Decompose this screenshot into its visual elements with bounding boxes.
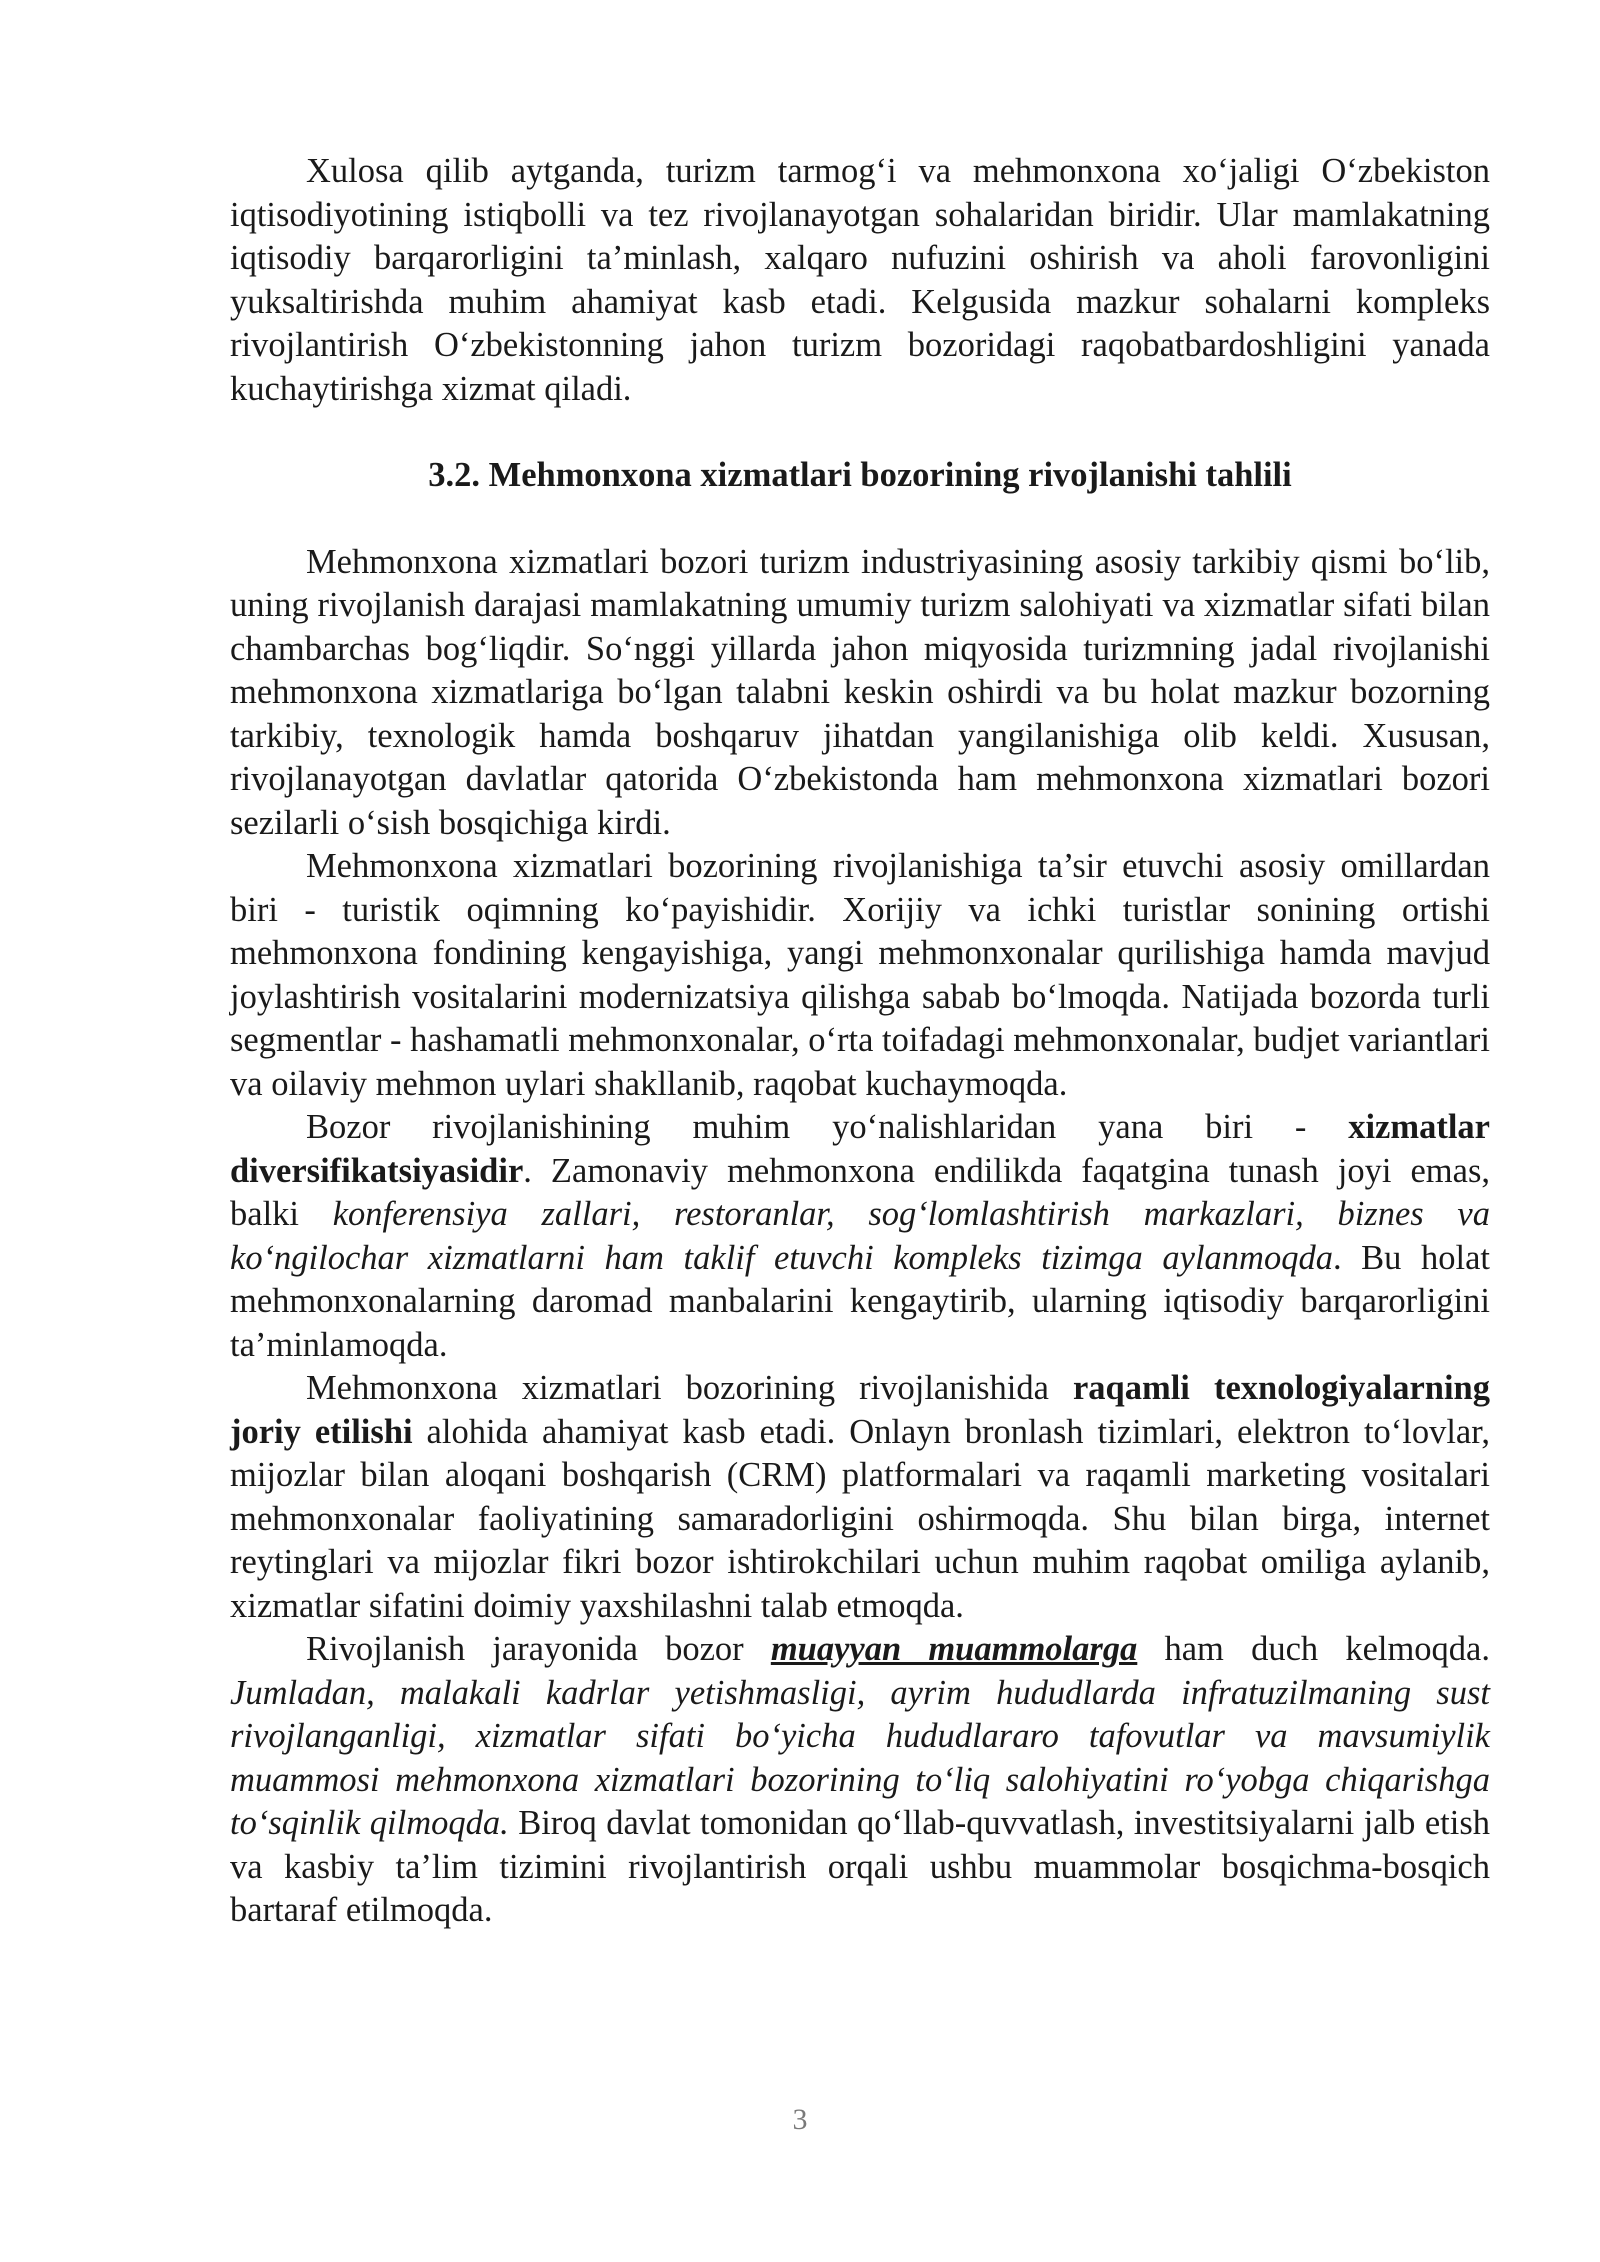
bold-italic-underlined-phrase: muayyan muammolarga (770, 1630, 1138, 1668)
paragraph-hotel-market-intro: Mehmonxona xizmatlari bozori turizm industriyasining asosiy tarkibiy qismi bo‘lib, uning rivojlanish darajasi mamlakatning umumiy turizm salohiyati va xizmatlar sifati bilan chambarchas bog‘liqdir. So‘nggi yillarda jahon miqyosida turizmning jadal rivojlanishi mehmonxona xizmatlariga bo‘lgan talabni keskin oshirdi va bu holat mazkur bozorning tarkibiy, texnologik hamda boshqaruv jihatdan yangilanishiga olib keldi. Xususan, rivojlanayotgan davlatlar qatorida O‘zbekistonda ham mehmonxona xizmatlari bozori sezilarli o‘sish bosqichiga kirdi. (230, 542, 1490, 842)
bold-phrase: raqamli texnologiyalarning joriy etilishi (230, 1369, 1490, 1451)
page-number: 3 (792, 2103, 808, 2136)
paragraph-text: Biroq davlat tomonidan qo‘llab-quvvatlash, investitsiyalarni jalb etish va kasbiy ta’lim tizimini rivojlantirish orqali ushbu muammolar bosqichma-bosqich bartaraf etilmoqda. (230, 1804, 1491, 1929)
paragraph-text: Mehmonxona xizmatlari bozorining rivojlanishida (306, 1369, 1073, 1407)
paragraph-text: . Zamonaviy mehmonxona endilikda faqatgina tunash joyi emas, balki (230, 1151, 1490, 1233)
italic-phrase: konferensiya zallari, restoranlar, sog‘lomlashtirish markazlari, biznes va ko‘ngilochar xizmatlarni ham taklif etuvchi kompleks tizimga aylanmoqda (230, 1195, 1490, 1277)
paragraph-conclusion: Xulosa qilib aytganda, turizm tarmog‘i va mehmonxona xo‘jaligi O‘zbekiston iqtisodiyotining istiqbolli va tez rivojlanayotgan sohalaridan biridir. Ular mamlakatning iqtisodiy barqarorligini ta’minlash, xalqaro nufuzini oshirish va aholi farovonligini yuksaltirishda muhim ahamiyat kasb etadi. Kelgusida mazkur sohalarni kompleks rivojlantirish O‘zbekistonning jahon turizm bozoridagi raqobatbardoshligini yanada kuchaytirishga xizmat qiladi. (230, 152, 1490, 408)
section-heading: 3.2. Mehmonxona xizmatlari bozorining rivojlanishi tahlili (428, 456, 1292, 494)
bold-phrase: xizmatlar diversifikatsiyasidir (230, 1108, 1490, 1190)
paragraph-digital-technologies (230, 1367, 1490, 1628)
paragraph-text: Bozor rivojlanishining muhim yo‘nalishlaridan yana biri - (306, 1108, 1349, 1146)
paragraph-text: alohida ahamiyat kasb etadi. Onlayn bronlash tizimlari, elektron to‘lovlar, mijozlar bilan aloqani boshqarish (CRM) platformalari va raqamli marketing vositalari mehmonxonalar faoliyatining samaradorligini oshirmoqda. Shu bilan birga, internet reytinglari va mijozlar fikri bozor ishtirokchilari uchun muhim raqobat omiliga aylanib, xizmatlar sifatini doimiy yaxshilashni talab etmoqda. (230, 1412, 1490, 1625)
paragraph-tourist-flow: Mehmonxona xizmatlari bozorining rivojlanishiga ta’sir etuvchi asosiy omillardan biri - turistik oqimning ko‘payishidir. Xorijiy va ichki turistlar sonining ortishi mehmonxona fondining kengayishiga, yangi mehmonxonalar qurilishiga hamda mavjud joylashtirish vositalarini modernizatsiya qilishga sabab bo‘lmoqda. Natijada bozorda turli segmentlar - hashamatli mehmonxonalar, o‘rta toifadagi mehmonxonalar, budjet variantlari va oilaviy mehmon uylari shakllanib, raqobat kuchaymoqda. (230, 847, 1490, 1103)
paragraph-text: Rivojlanish jarayonida bozor (306, 1630, 771, 1668)
paragraph-problems (230, 1628, 1490, 1933)
document-body (230, 150, 1490, 1933)
italic-phrase: Jumladan, malakali kadrlar yetishmasligi, ayrim hududlarda infratuzilmaning sust rivojlanganligi, xizmatlar sifati bo‘yicha hududlararo tafovutlar va mavsumiylik muammosi mehmonxona xizmatlari bozorining to‘liq salohiyatini ro‘yobga chiqarishga to‘sqinlik qilmoqda. (230, 1673, 1490, 1842)
paragraph-diversification (230, 1106, 1490, 1367)
paragraph-text: ham duch kelmoqda. (1137, 1630, 1490, 1668)
paragraph-text: . Bu holat mehmonxonalarning daromad manbalarini kengaytirib, ularning iqtisodiy barqarorligini ta’minlamoqda. (230, 1238, 1490, 1364)
